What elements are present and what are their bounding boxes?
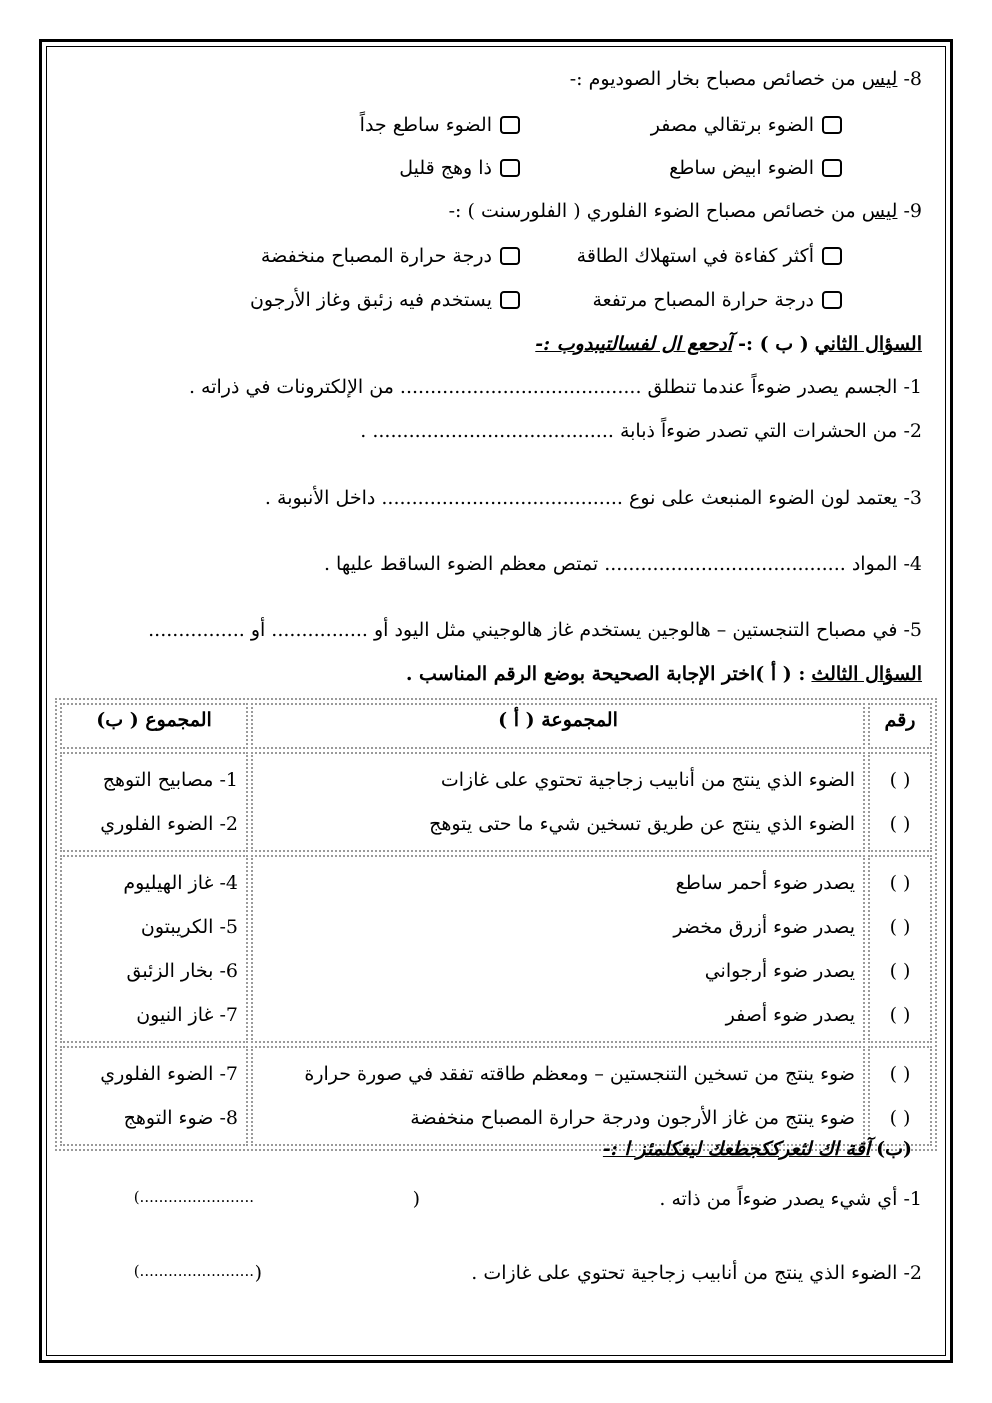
final-answer-2-open: (: [254, 1262, 262, 1284]
table-row: [60, 855, 932, 1043]
group-a-cell: ضوء ينتج من تسخين التنجستين – ومعظم طاقته تفقد في صورة حرارة ضوء ينتج من غاز الأرجون ودرجة حرارة المصباح منخفضة: [251, 1046, 865, 1146]
final-answer-2-blank[interactable]: ........................): [133, 1262, 254, 1280]
q8-option-4[interactable]: ذا وهج قليل: [399, 157, 520, 179]
section-3b-heading: (ب) آقة اك لثعرككجطعك ليغكلمئز ا :-: [602, 1138, 912, 1160]
section-3-heading: السؤال الثالث : ( أ )اختر الإجابة الصحيحة بوضع الرقم المناسب .: [405, 663, 922, 685]
answer-slots[interactable]: ( ) ( ): [868, 1046, 932, 1146]
fill-question-2: 2- من الحشرات التي تصدر ضوءاً ذبابة ........................................ .: [360, 420, 922, 442]
q9-option-4[interactable]: يستخدم فيه زئبق وغاز الأرجون: [250, 289, 520, 311]
group-b-cell: 7- الضوء الفلوري 8- ضوء التوهج: [60, 1046, 248, 1146]
fill-question-5: 5- في مصباح التنجستين – هالوجين يستخدم غاز هالوجيني مثل اليود أو ................ أو ................: [148, 619, 922, 641]
section-2b-heading: السؤال الثاني ( ب ) :- آدحعع ال لفسالتيبدوب :-: [535, 333, 922, 355]
matching-table: [55, 698, 937, 1151]
checkbox-icon[interactable]: [500, 247, 520, 265]
group-a-cell: يصدر ضوء أحمر ساطع يصدر ضوء أزرق مخضر يصدر ضوء أرجواني يصدر ضوء أصفر: [251, 855, 865, 1043]
header-group-a: المجموعة ( أ ): [251, 703, 865, 749]
answer-slots[interactable]: ( ) ( ): [868, 752, 932, 852]
q8-option-2[interactable]: الضوء ساطع جداً: [360, 114, 520, 136]
checkbox-icon[interactable]: [500, 116, 520, 134]
fill-question-4: 4- المواد ........................................ تمتص معظم الضوء الساقط عليها .: [323, 553, 922, 575]
q9-option-3[interactable]: درجة حرارة المصباح مرتفعة: [592, 289, 842, 311]
q8-option-3[interactable]: الضوء ابيض ساطع: [669, 157, 842, 179]
checkbox-icon[interactable]: [822, 247, 842, 265]
q9-option-2[interactable]: درجة حرارة المصباح منخفضة: [261, 245, 520, 267]
question-9: 9- ليس من خصائص مصباح الضوء الفلوري ( الفلورسنت ) :-: [448, 200, 922, 222]
fill-question-3: 3- يعتمد لون الضوء المنبعث على نوع ........................................ داخل الأنبوبة .: [264, 487, 922, 509]
final-answer-1-blank[interactable]: ........................): [133, 1188, 254, 1206]
table-row: [60, 1046, 932, 1146]
header-number: رقم: [868, 703, 932, 749]
group-a-cell: الضوء الذي ينتج من أنابيب زجاجية تحتوي على غازات الضوء الذي ينتج عن طريق تسخين شيء ما حتى يتوهج: [251, 752, 865, 852]
question-8: 8- ليس من خصائص مصباح بخار الصوديوم :-: [569, 68, 922, 90]
fill-question-1: 1- الجسم يصدر ضوءاً عندما تنطلق ........................................ من الإلكترونات في ذراته .: [188, 376, 922, 398]
checkbox-icon[interactable]: [822, 159, 842, 177]
group-b-cell: 4- غاز الهيليوم 5- الكريبتون 6- بخار الزئبق 7- غاز النيون: [60, 855, 248, 1043]
group-b-cell: 1- مصابيح التوهج 2- الضوء الفلوري: [60, 752, 248, 852]
checkbox-icon[interactable]: [822, 116, 842, 134]
answer-slots[interactable]: ( ) ( ) ( ) ( ): [868, 855, 932, 1043]
table-header-row: [60, 703, 932, 749]
checkbox-icon[interactable]: [500, 159, 520, 177]
checkbox-icon[interactable]: [500, 291, 520, 309]
final-answer-1-open: (: [412, 1188, 420, 1210]
q8-option-1[interactable]: الضوء برتقالي مصفر: [651, 114, 842, 136]
header-group-b: المجموع ( ب): [60, 703, 248, 749]
final-question-2: 2- الضوء الذي ينتج من أنابيب زجاجية تحتوي على غازات .: [471, 1262, 922, 1284]
checkbox-icon[interactable]: [822, 291, 842, 309]
q9-option-1[interactable]: أكثر كفاءة في استهلاك الطاقة: [577, 245, 842, 267]
table-row: [60, 752, 932, 852]
final-question-1: 1- أي شيء يصدر ضوءاً من ذاته .: [659, 1188, 922, 1210]
